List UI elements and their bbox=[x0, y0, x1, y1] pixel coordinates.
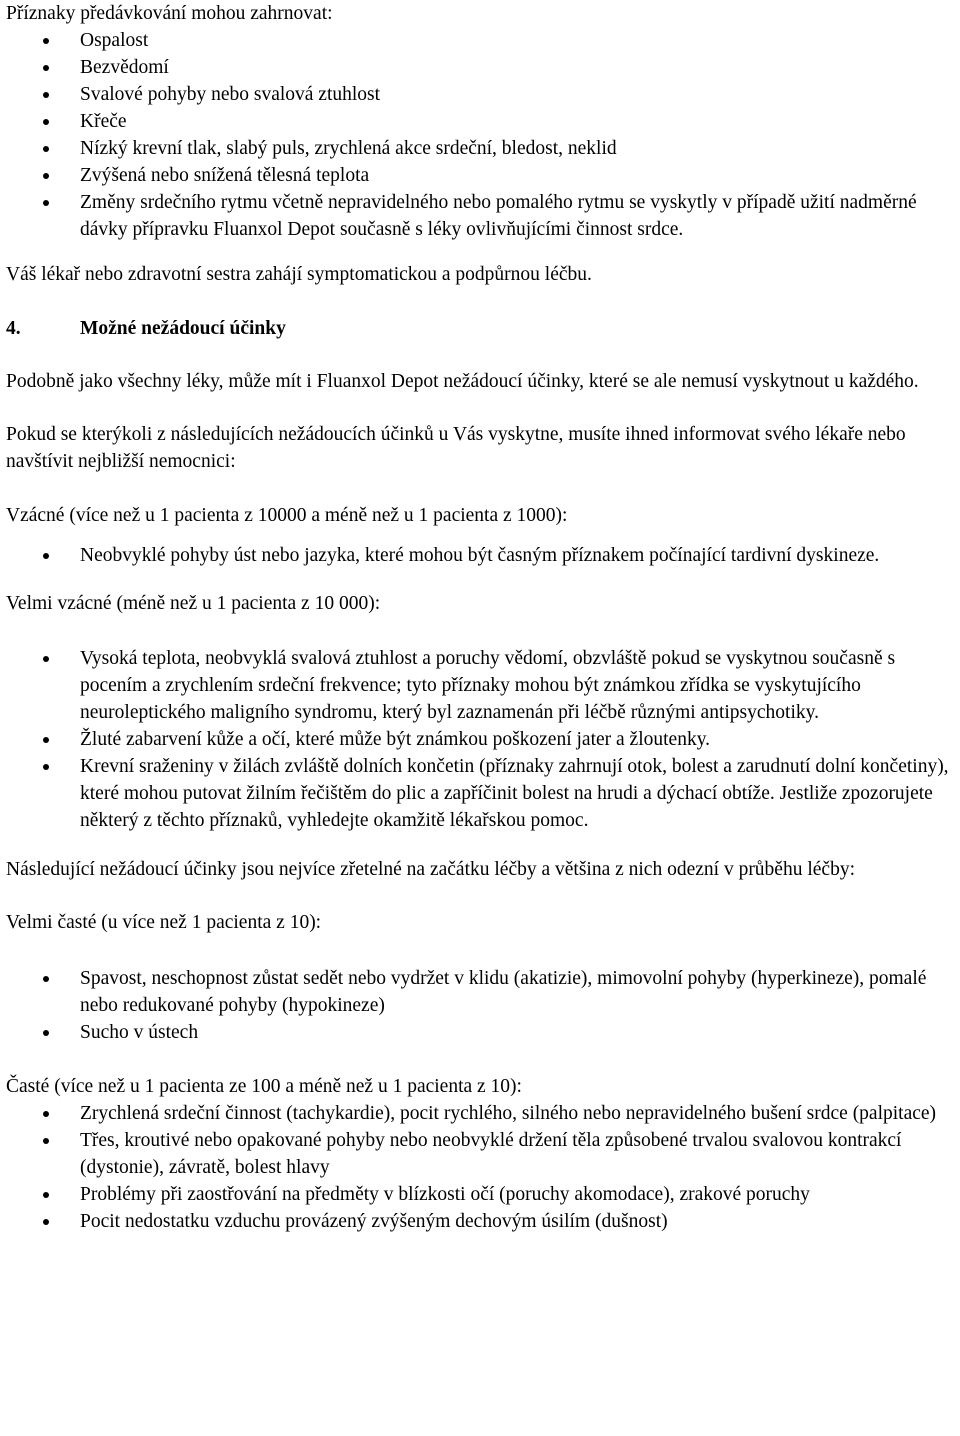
list-item: Ospalost bbox=[6, 27, 960, 54]
list-item: Zrychlená srdeční činnost (tachykardie), pocit rychlého, silného nebo nepravidelného bušení srdce (palpitace) bbox=[6, 1100, 960, 1127]
rare-label: Vzácné (více než u 1 pacienta z 10000 a méně než u 1 pacienta z 1000): bbox=[6, 505, 568, 526]
list-item: Spavost, neschopnost zůstat sedět nebo vydržet v klidu (akatizie), mimovolní pohyby (hyperkineze), pomalé nebo redukované pohyby (hypokineze) bbox=[6, 965, 960, 1019]
overdose-symptom-list bbox=[6, 27, 960, 243]
section-number: 4. bbox=[6, 318, 21, 339]
list-item: Žluté zabarvení kůže a očí, které může být známkou poškození jater a žloutenky. bbox=[6, 726, 960, 753]
list-item: Problémy při zaostřování na předměty v blízkosti očí (poruchy akomodace), zrakové poruchy bbox=[6, 1181, 960, 1208]
common-label: Časté (více než u 1 pacienta ze 100 a méně než u 1 pacienta z 10): bbox=[6, 1076, 522, 1097]
list-item: Neobvyklé pohyby úst nebo jazyka, které mohou být časným příznakem počínající tardivní dyskineze. bbox=[6, 542, 960, 569]
section-intro: Podobně jako všechny léky, může mít i Fluanxol Depot nežádoucí účinky, které se ale nemusí vyskytnout u každého. bbox=[6, 371, 919, 392]
urgent-notice: Pokud se kterýkoli z následujících nežádoucích účinků u Vás vyskytne, musíte ihned informovat svého lékaře nebo navštívit nejbližší nemocnici: bbox=[6, 424, 906, 472]
section-title: Možné nežádoucí účinky bbox=[80, 318, 286, 339]
list-item: Zvýšená nebo snížená tělesná teplota bbox=[6, 162, 960, 189]
list-item: Krevní sraženiny v žilách zvláště dolních končetin (příznaky zahrnují otok, bolest a zarudnutí dolní končetiny), které mohou putovat žilním řečištěm do plic a zapříčinit bolest na hrudi a dýchací obtíže. Jestliže zpozorujete některý z těchto příznaků, vyhledejte okamžitě lékařskou pomoc. bbox=[6, 753, 960, 834]
list-item: Křeče bbox=[6, 108, 960, 135]
list-item: Bezvědomí bbox=[6, 54, 960, 81]
list-item: Změny srdečního rytmu včetně nepravidelného nebo pomalého rytmu se vyskytly v případě užití nadměrné dávky přípravku Fluanxol Depot současně s léky ovlivňujícími činnost srdce. bbox=[6, 189, 960, 243]
rare-effects-list bbox=[6, 542, 960, 569]
list-item: Svalové pohyby nebo svalová ztuhlost bbox=[6, 81, 960, 108]
very-common-label: Velmi časté (u více než 1 pacienta z 10): bbox=[6, 912, 322, 933]
overdose-treatment: Váš lékař nebo zdravotní sestra zahájí symptomatickou a podpůrnou léčbu. bbox=[6, 264, 592, 285]
list-item: Vysoká teplota, neobvyklá svalová ztuhlost a poruchy vědomí, obzvláště pokud se vyskytnou současně s pocením a zrychlením srdeční frekvence; tyto příznaky mohou být známkou zřídka se vyskytujícího neuroleptického maligního syndromu, který byl zaznamenán při léčbě různými antipsychotiky. bbox=[6, 645, 960, 726]
common-effects-list bbox=[6, 1100, 960, 1235]
list-item: Nízký krevní tlak, slabý puls, zrychlená akce srdeční, bledost, neklid bbox=[6, 135, 960, 162]
early-effects-note: Následující nežádoucí účinky jsou nejvíce zřetelné na začátku léčby a většina z nich odezní v průběhu léčby: bbox=[6, 859, 855, 880]
list-item: Třes, kroutivé nebo opakované pohyby nebo neobvyklé držení těla způsobené trvalou svalovou kontrakcí (dystonie), závratě, bolest hlavy bbox=[6, 1127, 960, 1181]
list-item: Sucho v ústech bbox=[6, 1019, 960, 1046]
very-rare-effects-list bbox=[6, 645, 960, 834]
very-rare-label: Velmi vzácné (méně než u 1 pacienta z 10 000): bbox=[6, 593, 381, 614]
section-heading bbox=[6, 315, 960, 342]
list-item: Pocit nedostatku vzduchu provázený zvýšeným dechovým úsilím (dušnost) bbox=[6, 1208, 960, 1235]
overdose-intro: Příznaky předávkování mohou zahrnovat: bbox=[6, 3, 333, 24]
very-common-effects-list bbox=[6, 965, 960, 1046]
